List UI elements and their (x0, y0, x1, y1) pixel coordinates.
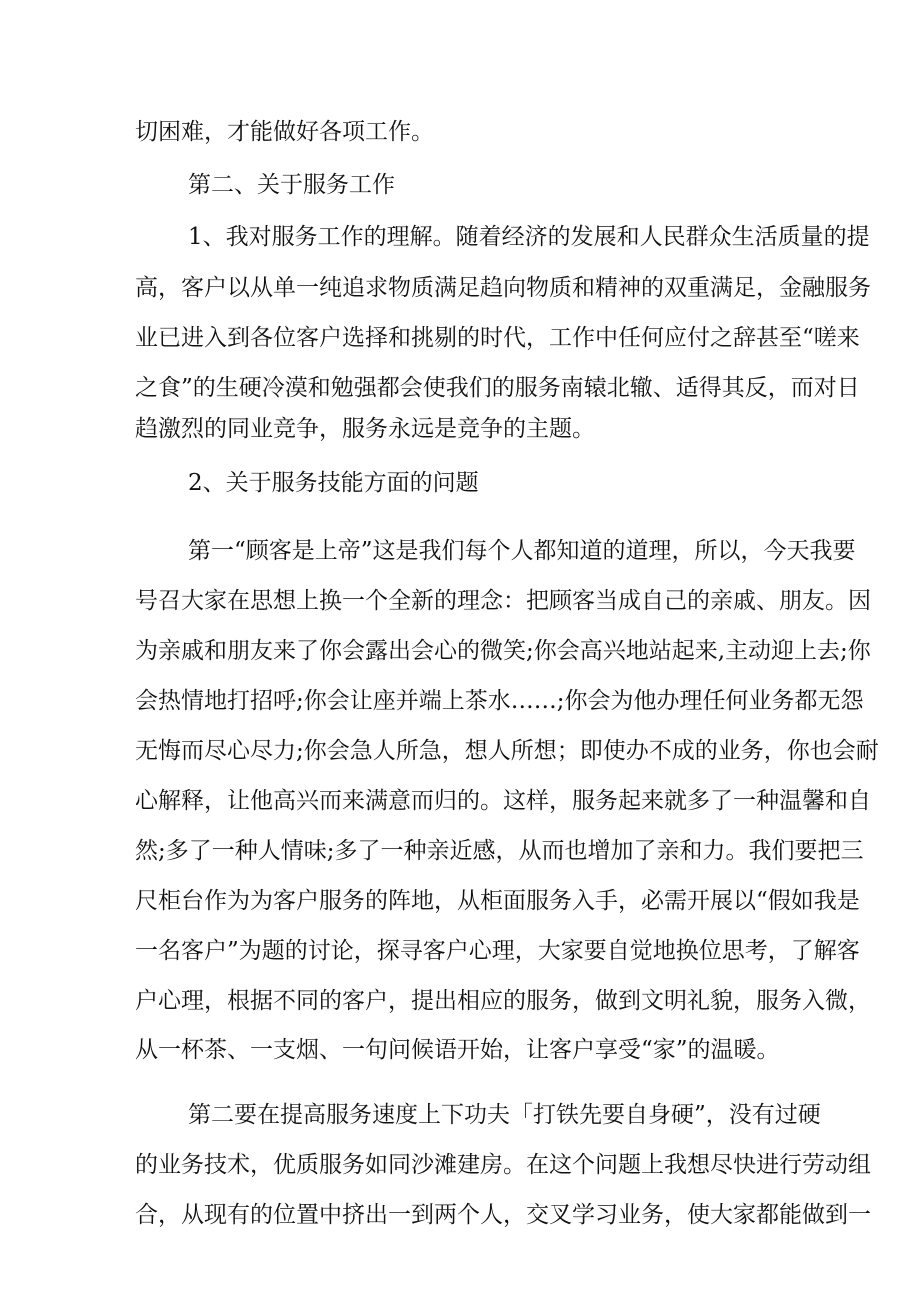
text-line: 业已进入到各位客户选择和挑剔的时代，工作中任何应付之辞甚至“嗟来 (135, 325, 860, 351)
text-line: 趋激烈的同业竞争，服务永远是竞争的主题。 (135, 416, 595, 442)
text-line: 然;多了一种人情味;多了一种亲近感，从而也增加了亲和力。我们要把三 (135, 838, 864, 864)
text-line: 高，客户以从单一纯追求物质满足趋向物质和精神的双重满足，金融服务 (135, 275, 871, 301)
text-line: 合，从现有的位置中挤出一到两个人，交叉学习业务，使大家都能做到一 (135, 1202, 871, 1228)
text-line: 第二要在提高服务速度上下功夫「打铁先要自身硬”，没有过硬 (188, 1102, 821, 1128)
text-line: 之食”的生硬冷漠和勉强都会使我们的服务南辕北辙、适得其反，而对日 (135, 375, 860, 401)
text-line: 从一杯茶、一支烟、一句问候语开始，让客户享受“家”的温暖。 (135, 1037, 780, 1063)
text-line: 切困难，才能做好各项工作。 (135, 119, 434, 145)
text-line: 一名客户”为题的讨论，探寻客户心理，大家要自觉地换位思考，了解客 (135, 938, 860, 964)
text-line: 尺柜台作为为客户服务的阵地，从柜面服务入手，必需开展以“假如我是 (135, 888, 860, 914)
text-line: 无悔而尽心尽力;你会急人所急，想人所想；即使办不成的业务，你也会耐 (135, 738, 879, 764)
text-line: 号召大家在思想上换一个全新的理念：把顾客当成自己的亲戚、朋友。因 (135, 588, 871, 614)
text-line: 的业务技术，优质服务如同沙滩建房。在这个问题上我想尽快进行劳动组 (135, 1152, 871, 1178)
text-line: 第一“顾客是上帝”这是我们每个人都知道的道理，所以，今天我要 (188, 538, 856, 564)
subsection-heading: 2、关于服务技能方面的问题 (188, 470, 479, 496)
text-line: 户心理，根据不同的客户，提出相应的服务，做到文明礼貌，服务入微， (135, 988, 871, 1014)
section-heading: 第二、关于服务工作 (188, 172, 395, 198)
text-line: 心解释，让他高兴而来满意而归的。这样，服务起来就多了一种温馨和自 (135, 788, 871, 814)
text-line: 1、我对服务工作的理解。随着经济的发展和人民群众生活质量的提 (188, 224, 870, 250)
text-line: 为亲戚和朋友来了你会露出会心的微笑;你会高兴地站起来,主动迎上去;你 (135, 638, 871, 664)
text-line: 会热情地打招呼;你会让座并端上茶水……;你会为他办理任何业务都无怨 (135, 688, 864, 714)
